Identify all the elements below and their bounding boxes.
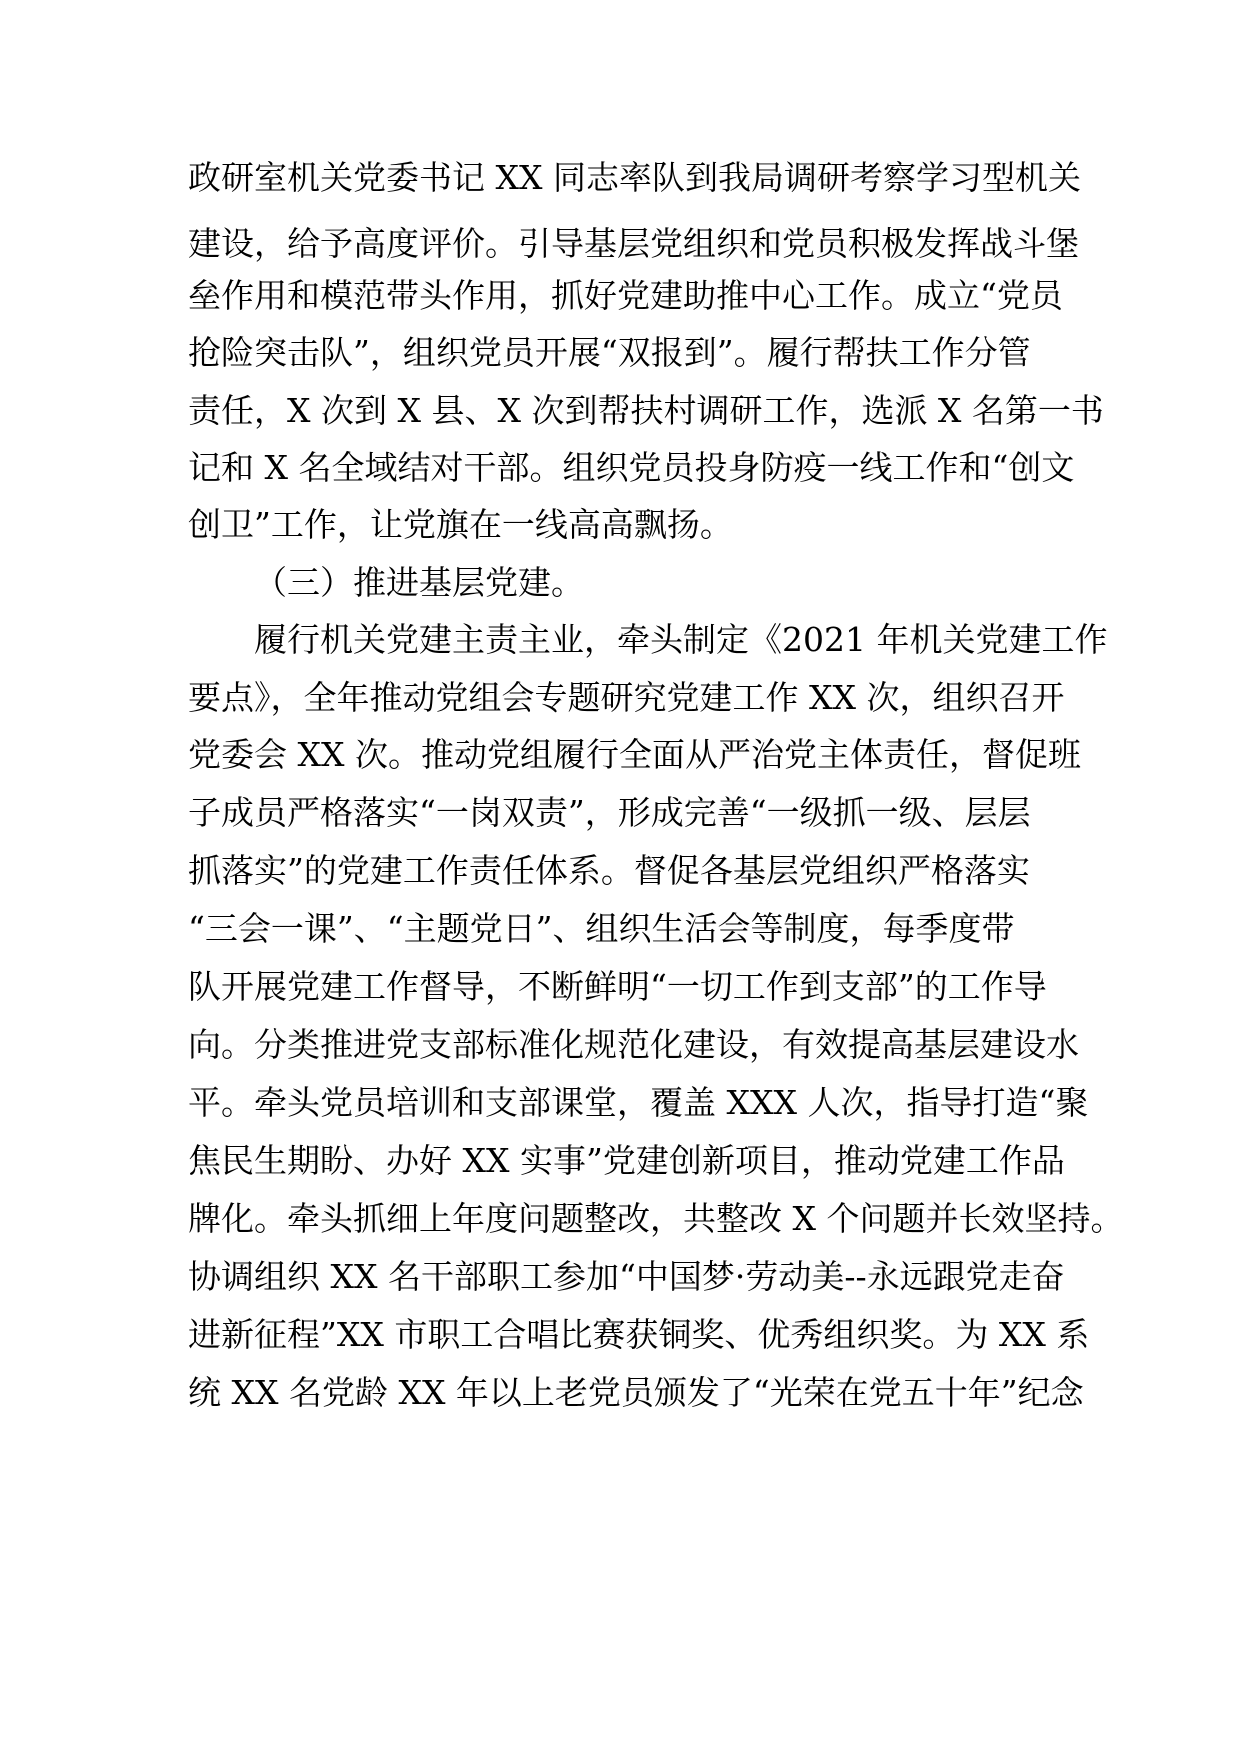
paragraph-line: 要点》，全年推动党组会专题研究党建工作 XX 次，组织召开 [188, 678, 1065, 717]
paragraph-line: 向。分类推进党支部标准化规范化建设，有效提高基层建设水 [188, 1025, 1079, 1064]
paragraph-line: 统 XX 名党龄 XX 年以上老党员颁发了“光荣在党五十年”纪念 [188, 1373, 1084, 1412]
paragraph-line: 履行机关党建主责主业，牵头制定《2021 年机关党建工作 [254, 620, 1108, 659]
paragraph-line: 垒作用和模范带头作用，抓好党建助推中心工作。成立“党员 [188, 276, 1063, 315]
paragraph-line: 创卫”工作，让党旗在一线高高飘扬。 [188, 505, 733, 544]
paragraph-line: 抢险突击队”，组织党员开展“双报到”。履行帮扶工作分管 [188, 333, 1031, 372]
paragraph-line: 牌化。牵头抓细上年度问题整改，共整改 X 个问题并长效坚持。 [188, 1199, 1124, 1238]
paragraph-line: 抓落实”的党建工作责任体系。督促各基层党组织严格落实 [188, 851, 1030, 890]
paragraph-line: 焦民生期盼、办好 XX 实事”党建创新项目，推动党建工作品 [188, 1141, 1065, 1180]
section-heading: （三）推进基层党建。 [254, 563, 584, 602]
paragraph-line: 平。牵头党员培训和支部课堂，覆盖 XXX 人次，指导打造“聚 [188, 1083, 1089, 1122]
paragraph-line: 协调组织 XX 名干部职工参加“中国梦·劳动美--永远跟党走奋 [188, 1257, 1065, 1296]
paragraph-line: 子成员严格落实“一岗双责”，形成完善“一级抓一级、层层 [188, 793, 1031, 832]
paragraph-line: 进新征程”XX 市职工合唱比赛获铜奖、优秀组织奖。为 XX 系 [188, 1315, 1090, 1354]
paragraph-line: 队开展党建工作督导，不断鲜明“一切工作到支部”的工作导 [188, 967, 1047, 1006]
paragraph-line: 记和 X 名全域结对干部。组织党员投身防疫一线工作和“创文 [188, 448, 1075, 487]
paragraph-line: 党委会 XX 次。推动党组履行全面从严治党主体责任，督促班 [188, 735, 1081, 774]
paragraph-line: “三会一课”、“主题党日”、组织生活会等制度，每季度带 [188, 909, 1015, 948]
paragraph-line: 建设，给予高度评价。引导基层党组织和党员积极发挥战斗堡 [188, 224, 1079, 263]
paragraph-line: 责任，X 次到 X 县、X 次到帮扶村调研工作，选派 X 名第一书 [188, 391, 1104, 430]
paragraph-line: 政研室机关党委书记 XX 同志率队到我局调研考察学习型机关 [188, 158, 1081, 197]
